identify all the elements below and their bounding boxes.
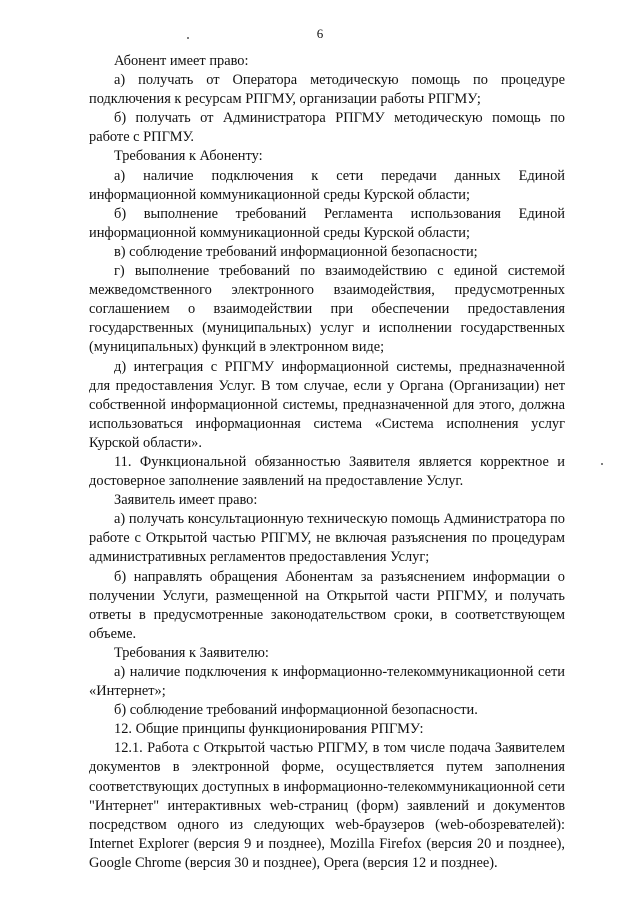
scan-speck	[601, 463, 603, 465]
paragraph-applicant-requirement-b: б) соблюдение требований информационной безопасности.	[114, 702, 478, 719]
paragraph-subscriber-right-b: б) получать от Администратора РПГМУ методическую помощь по работе с РПГМУ.	[89, 110, 565, 146]
paragraph-applicant-requirement-a: а) наличие подключения к информационно-телекоммуникационной сети «Интернет»;	[89, 664, 565, 700]
page-number: 6	[316, 26, 324, 41]
scan-speck	[187, 37, 189, 39]
paragraph-applicant-rights-heading: Заявитель имеет право:	[114, 492, 258, 509]
paragraph-subscriber-requirement-a: а) наличие подключения к сети передачи данных Единой информационной коммуникационной среды Курской области;	[89, 167, 565, 203]
paragraph-section-11: 11. Функциональной обязанностью Заявителя является корректное и достоверное заполнение заявлений на предоставление Услуг.	[89, 453, 565, 490]
paragraph-subscriber-requirement-e: д) интеграция с РПГМУ информационной системы, предназначенной для предоставления Услуг. В том случае, если у Органа (Организации) нет собственной информационной системы, предназначенной для этого, должна использоваться информационная система «Система исполнения услуг Курской области».	[89, 358, 565, 451]
paragraph-section-12-1: 12.1. Работа с Открытой частью РПГМУ, в том числе подача Заявителем документов в электронной форме, осуществляется путем заполнения соответствующих доступных в информационно-телекоммуникационной сети "Интернет" интерактивных web-страниц (форм) заявлений и документов посредством одного из следующих web-браузеров (web-обозревателей): Internet Explorer (версия 9 и позднее), Mozilla Firefox (версия 20 и позднее), Google Chrome (версия 30 и позднее), Opera (версия 12 и позднее).	[89, 740, 565, 871]
paragraph-applicant-right-a: а) получать консультационную техническую помощь Администратора по работе с Открытой частью РПГМУ, не включая разъяснения по процедурам административных регламентов предоставления Услуг;	[89, 511, 565, 566]
document-body	[89, 52, 565, 873]
paragraph-section-12: 12. Общие принципы функционирования РПГМУ:	[114, 721, 424, 738]
paragraph-subscriber-rights-heading: Абонент имеет право:	[114, 53, 249, 69]
paragraph-applicant-requirements-heading: Требования к Заявителю:	[114, 644, 269, 661]
paragraph-subscriber-requirement-b: б) выполнение требований Регламента использования Единой информационной коммуникационной среды Курской области;	[89, 205, 565, 241]
paragraph-subscriber-requirements-heading: Требования к Абоненту:	[114, 148, 263, 165]
paragraph-applicant-right-b: б) направлять обращения Абонентам за разъяснением информации о получении Услуги, размещенной на Открытой части РПГМУ, и получать ответы в предусмотренные законодательством сроки, в соответствующем объеме.	[89, 568, 565, 642]
paragraph-subscriber-requirement-d: г) выполнение требований по взаимодействию с единой системой межведомственного электронного взаимодействия, предусмотренных соглашением о взаимодействии при обеспечении предоставления государственных (муниципальных) услуг и исполнении государственных (муниципальных) функций в электронном виде;	[89, 263, 565, 356]
paragraph-subscriber-right-a: а) получать от Оператора методическую помощь по процедуре подключения к ресурсам РПГМУ, организации работы РПГМУ;	[89, 72, 565, 108]
paragraph-subscriber-requirement-c: в) соблюдение требований информационной безопасности;	[114, 243, 478, 260]
